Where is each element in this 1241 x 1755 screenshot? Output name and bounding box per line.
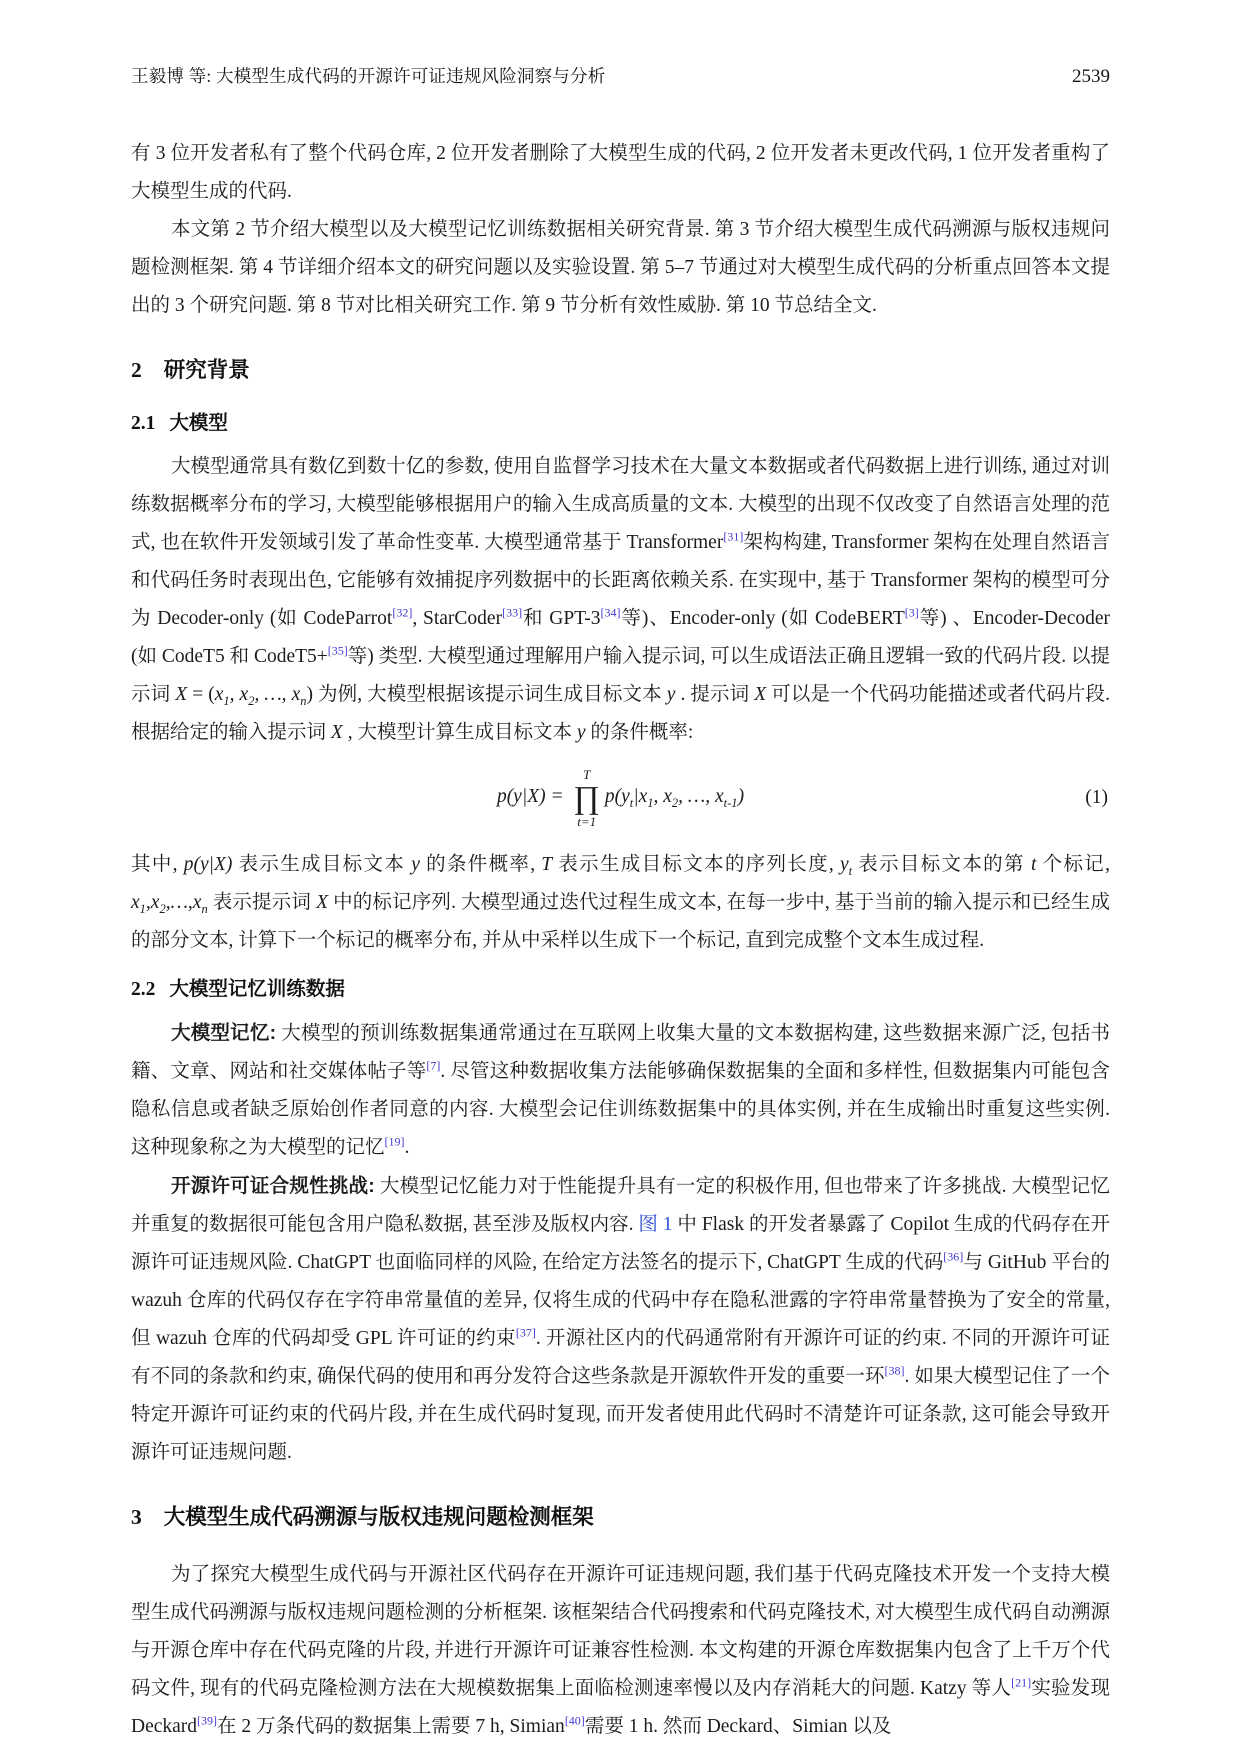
- text-run: 中的标记序列. 大模型通过迭代过程生成文本, 在每一步中, 基于当前的输入提示和已经生成的部分文本, 计算下一个标记的概率分布, 并从中采样以生成下一个标记, 直到完成整个文本生成过程.: [131, 892, 1110, 951]
- heading-title: 大模型: [169, 412, 228, 434]
- paragraph: [131, 1014, 1110, 1167]
- equation: [131, 762, 1110, 834]
- paragraph: [131, 1167, 1110, 1472]
- math-inline: , x: [653, 786, 672, 808]
- math-subscript: 2: [671, 796, 679, 811]
- math-inline: p(y|X): [183, 854, 233, 875]
- math-inline: ,…,x: [165, 892, 202, 913]
- math-inline: x: [214, 684, 224, 705]
- citation-ref[interactable]: [31]: [723, 529, 744, 544]
- citation-ref[interactable]: [3]: [904, 605, 919, 620]
- citation-ref[interactable]: [34]: [600, 605, 621, 620]
- text-run: 等) 类型. 大模型通过理解用户输入提示词, 可以生成语法正确且逻辑一致的代码片段. 以提示词: [131, 646, 1110, 705]
- text-run: 表示提示词: [207, 892, 317, 913]
- math-subscript: n: [300, 693, 307, 708]
- paragraph: [131, 135, 1110, 211]
- math-subscript: 1: [647, 796, 654, 811]
- text-run: 个标记,: [1036, 854, 1110, 875]
- heading-number: 3: [131, 1505, 142, 1529]
- math-inline: , x: [229, 684, 249, 705]
- math-inline: T: [541, 854, 553, 875]
- citation-ref[interactable]: [19]: [384, 1134, 405, 1149]
- heading-number: 2: [131, 358, 142, 382]
- math-inline: p(y|X) =: [496, 786, 569, 808]
- text-run: . 尽管这种数据收集方法能够确保数据集的全面和多样性, 但数据集内可能包含隐私信息或者缺乏原始创作者同意的内容. 大模型会记住训练数据集中的具体实例, 并在生成输出时重复这些实例. 这种现象称之为大模型的记忆: [131, 1061, 1110, 1158]
- figure-crossref-link[interactable]: 图 1: [638, 1214, 673, 1235]
- text-run: 表示生成目标文本: [232, 854, 412, 875]
- text-run: 表示生成目标文本的序列长度,: [552, 854, 840, 875]
- math-inline: X: [330, 722, 343, 743]
- math-inline: X: [316, 892, 329, 913]
- heading-number: 2.2: [131, 979, 156, 1000]
- text-run: 的条件概率:: [585, 722, 694, 743]
- text-run: . 提示词: [675, 684, 755, 705]
- heading-number: 2.1: [131, 413, 156, 434]
- equation-number: (1): [1085, 787, 1108, 808]
- text-run: 与 GitHub 平台的 wazuh 仓库的代码仅存在字符串常量值的差异, 仅将生成的代码中存在隐私泄露的字符串常量替换为了安全的常量, 但 wazuh 仓库的代码却受 GPL 许可证的约束: [131, 1252, 1110, 1349]
- math-inline: x: [131, 892, 140, 913]
- text-run: 在 2 万条代码的数据集上需要 7 h, Simian: [217, 1716, 565, 1737]
- text-run: 表示目标文本的第: [852, 854, 1032, 875]
- citation-ref[interactable]: [7]: [426, 1058, 441, 1073]
- math-subscript: 2: [248, 693, 255, 708]
- text-run: 和 GPT-3: [522, 608, 601, 629]
- math-inline: y: [411, 854, 420, 875]
- text-run: ) 为例, 大模型根据该提示词生成目标文本: [306, 684, 667, 705]
- section-heading: [131, 1502, 1110, 1532]
- math-inline: X: [754, 684, 767, 705]
- citation-ref[interactable]: [40]: [564, 1713, 585, 1728]
- text-run: 本文第 2 节介绍大模型以及大模型记忆训练数据相关研究背景. 第 3 节介绍大模型生成代码溯源与版权违规问题检测框架. 第 4 节详细介绍本文的研究问题以及实验设置. 第 5–7 节通过对大模型生成代码的分析重点回答本文提出的 3 个研究问题. 第 8 节对比相关研究工作. 第 9 节分析有效性威胁. 第 10 节总结全文.: [131, 219, 1110, 316]
- text-run: 等) 、Encoder-Decoder (如 CodeT5 和 CodeT5+: [131, 608, 1110, 667]
- math-subscript: 1: [223, 693, 230, 708]
- text-run: 可以是一个代码功能描述或者代码片段. 根据给定的输入提示词: [131, 684, 1110, 743]
- section-heading: [131, 355, 1110, 385]
- math-inline: ): [737, 786, 745, 808]
- math-inline: y: [839, 854, 849, 875]
- math-inline: |x: [633, 786, 648, 808]
- text-run: 等)、Encoder-only (如 CodeBERT: [620, 608, 905, 629]
- running-title: 王毅博 等: 大模型生成代码的开源许可证违规风险洞察与分析: [131, 66, 606, 86]
- text-run: 的条件概率,: [419, 854, 542, 875]
- paragraph: [131, 448, 1110, 752]
- math-inline: y: [666, 684, 676, 705]
- citation-ref[interactable]: [39]: [197, 1713, 218, 1728]
- page-number: 2539: [1072, 66, 1110, 87]
- citation-ref[interactable]: [37]: [515, 1325, 536, 1340]
- citation-ref[interactable]: [33]: [502, 605, 523, 620]
- math-subscript: t-1: [723, 796, 738, 811]
- paragraph: [131, 846, 1110, 960]
- math-inline: , …, x: [254, 684, 301, 705]
- text-run: 大模型的预训练数据集通常通过在互联网上收集大量的文本数据构建, 这些数据来源广泛, 包括书籍、文章、网站和社交媒体帖子等: [131, 1023, 1110, 1082]
- citation-ref[interactable]: [35]: [327, 643, 348, 658]
- text-run: 需要 1 h. 然而 Deckard、Simian 以及: [584, 1716, 892, 1737]
- text-run: . 如果大模型记住了一个特定开源许可证约束的代码片段, 并在生成代码时复现, 而开发者使用此代码时不清楚许可证条款, 这可能会导致开源许可证违规问题.: [131, 1366, 1110, 1463]
- equation-body: [497, 768, 744, 827]
- math-subscript: t: [848, 863, 853, 878]
- text-run: , StarCoder: [412, 608, 503, 629]
- emphasis-lead: 大模型记忆:: [170, 1022, 277, 1044]
- text-run: = (: [187, 684, 215, 705]
- math-inline: ,x: [145, 892, 160, 913]
- paragraph: [131, 1556, 1110, 1746]
- math-subscript: n: [201, 901, 208, 916]
- math-subscript: 2: [159, 901, 166, 916]
- math-inline: X: [175, 684, 188, 705]
- citation-ref[interactable]: [21]: [1011, 1675, 1032, 1690]
- text-run: 中 Flask 的开发者暴露了 Copilot 生成的代码存在开源许可证违规风险. ChatGPT 也面临同样的风险, 在给定方法签名的提示下, ChatGPT 生成的代码: [131, 1214, 1110, 1273]
- emphasis-lead: 开源许可证合规性挑战:: [170, 1175, 375, 1197]
- citation-ref[interactable]: [38]: [884, 1363, 905, 1378]
- paragraph: [131, 211, 1110, 325]
- product-lower-limit: t=1: [577, 813, 597, 829]
- product-operator: [574, 768, 600, 827]
- math-inline: p(y: [604, 786, 630, 808]
- text-run: 大模型记忆能力对于性能提升具有一定的积极作用, 但也带来了许多挑战. 大模型记忆并重复的数据很可能包含用户隐私数据, 甚至涉及版权内容.: [131, 1176, 1110, 1235]
- math-subscript: t: [629, 796, 634, 811]
- page-header: [131, 64, 1110, 89]
- text-run: 实验发现 Deckard: [131, 1678, 1110, 1737]
- text-run: 有 3 位开发者私有了整个代码仓库, 2 位开发者删除了大模型生成的代码, 2 位开发者未更改代码, 1 位开发者重构了大模型生成的代码.: [131, 143, 1110, 202]
- citation-ref[interactable]: [36]: [943, 1249, 964, 1264]
- subsection-heading: [131, 409, 1110, 438]
- text-run: 其中,: [131, 854, 184, 875]
- text-run: , 大模型计算生成目标文本: [342, 722, 577, 743]
- text-run: . 开源社区内的代码通常附有开源许可证的约束. 不同的开源许可证有不同的条款和约束, 确保代码的使用和再分发符合这些条款是开源软件开发的重要一环: [131, 1328, 1110, 1387]
- document-body: [131, 135, 1110, 1746]
- math-subscript: 1: [139, 901, 146, 916]
- text-run: 为了探究大模型生成代码与开源社区代码存在开源许可证违规问题, 我们基于代码克隆技术开发一个支持大模型生成代码溯源与版权违规问题检测的分析框架. 该框架结合代码搜索和代码克隆技术, 对大模型生成代码自动溯源与开源仓库中存在代码克隆的片段, 并进行开源许可证兼容性检测. 本文构建的开源仓库数据集内包含了上千万个代码文件, 现有的代码克隆检测方法在大规模数据集上面临检测速率慢以及内存消耗大的问题. Katzy 等人: [131, 1564, 1110, 1699]
- math-inline: y: [576, 722, 586, 743]
- product-symbol: ∏: [573, 779, 600, 816]
- heading-title: 大模型记忆训练数据: [169, 978, 345, 1000]
- product-upper-limit: T: [583, 767, 591, 783]
- math-inline: t: [1031, 854, 1037, 875]
- text-run: 大模型通常具有数亿到数十亿的参数, 使用自监督学习技术在大量文本数据或者代码数据上进行训练, 通过对训练数据概率分布的学习, 大模型能够根据用户的输入生成高质量的文本. 大模型的出现不仅改变了自然语言处理的范式, 也在软件开发领域引发了革命性变革. 大模型通常基于 Transformer: [131, 456, 1110, 553]
- citation-ref[interactable]: [32]: [392, 605, 413, 620]
- text-run: 架构构建, Transformer 架构在处理自然语言和代码任务时表现出色, 它能够有效捕捉序列数据中的长距离依赖关系. 在实现中, 基于 Transformer 架构的模型可分为 Decoder-only (如 CodeParrot: [131, 532, 1110, 629]
- heading-title: 大模型生成代码溯源与版权违规问题检测框架: [163, 1505, 594, 1529]
- math-inline: , …, x: [678, 786, 724, 808]
- text-run: .: [404, 1137, 410, 1158]
- heading-title: 研究背景: [163, 358, 250, 382]
- subsection-heading: [131, 975, 1110, 1004]
